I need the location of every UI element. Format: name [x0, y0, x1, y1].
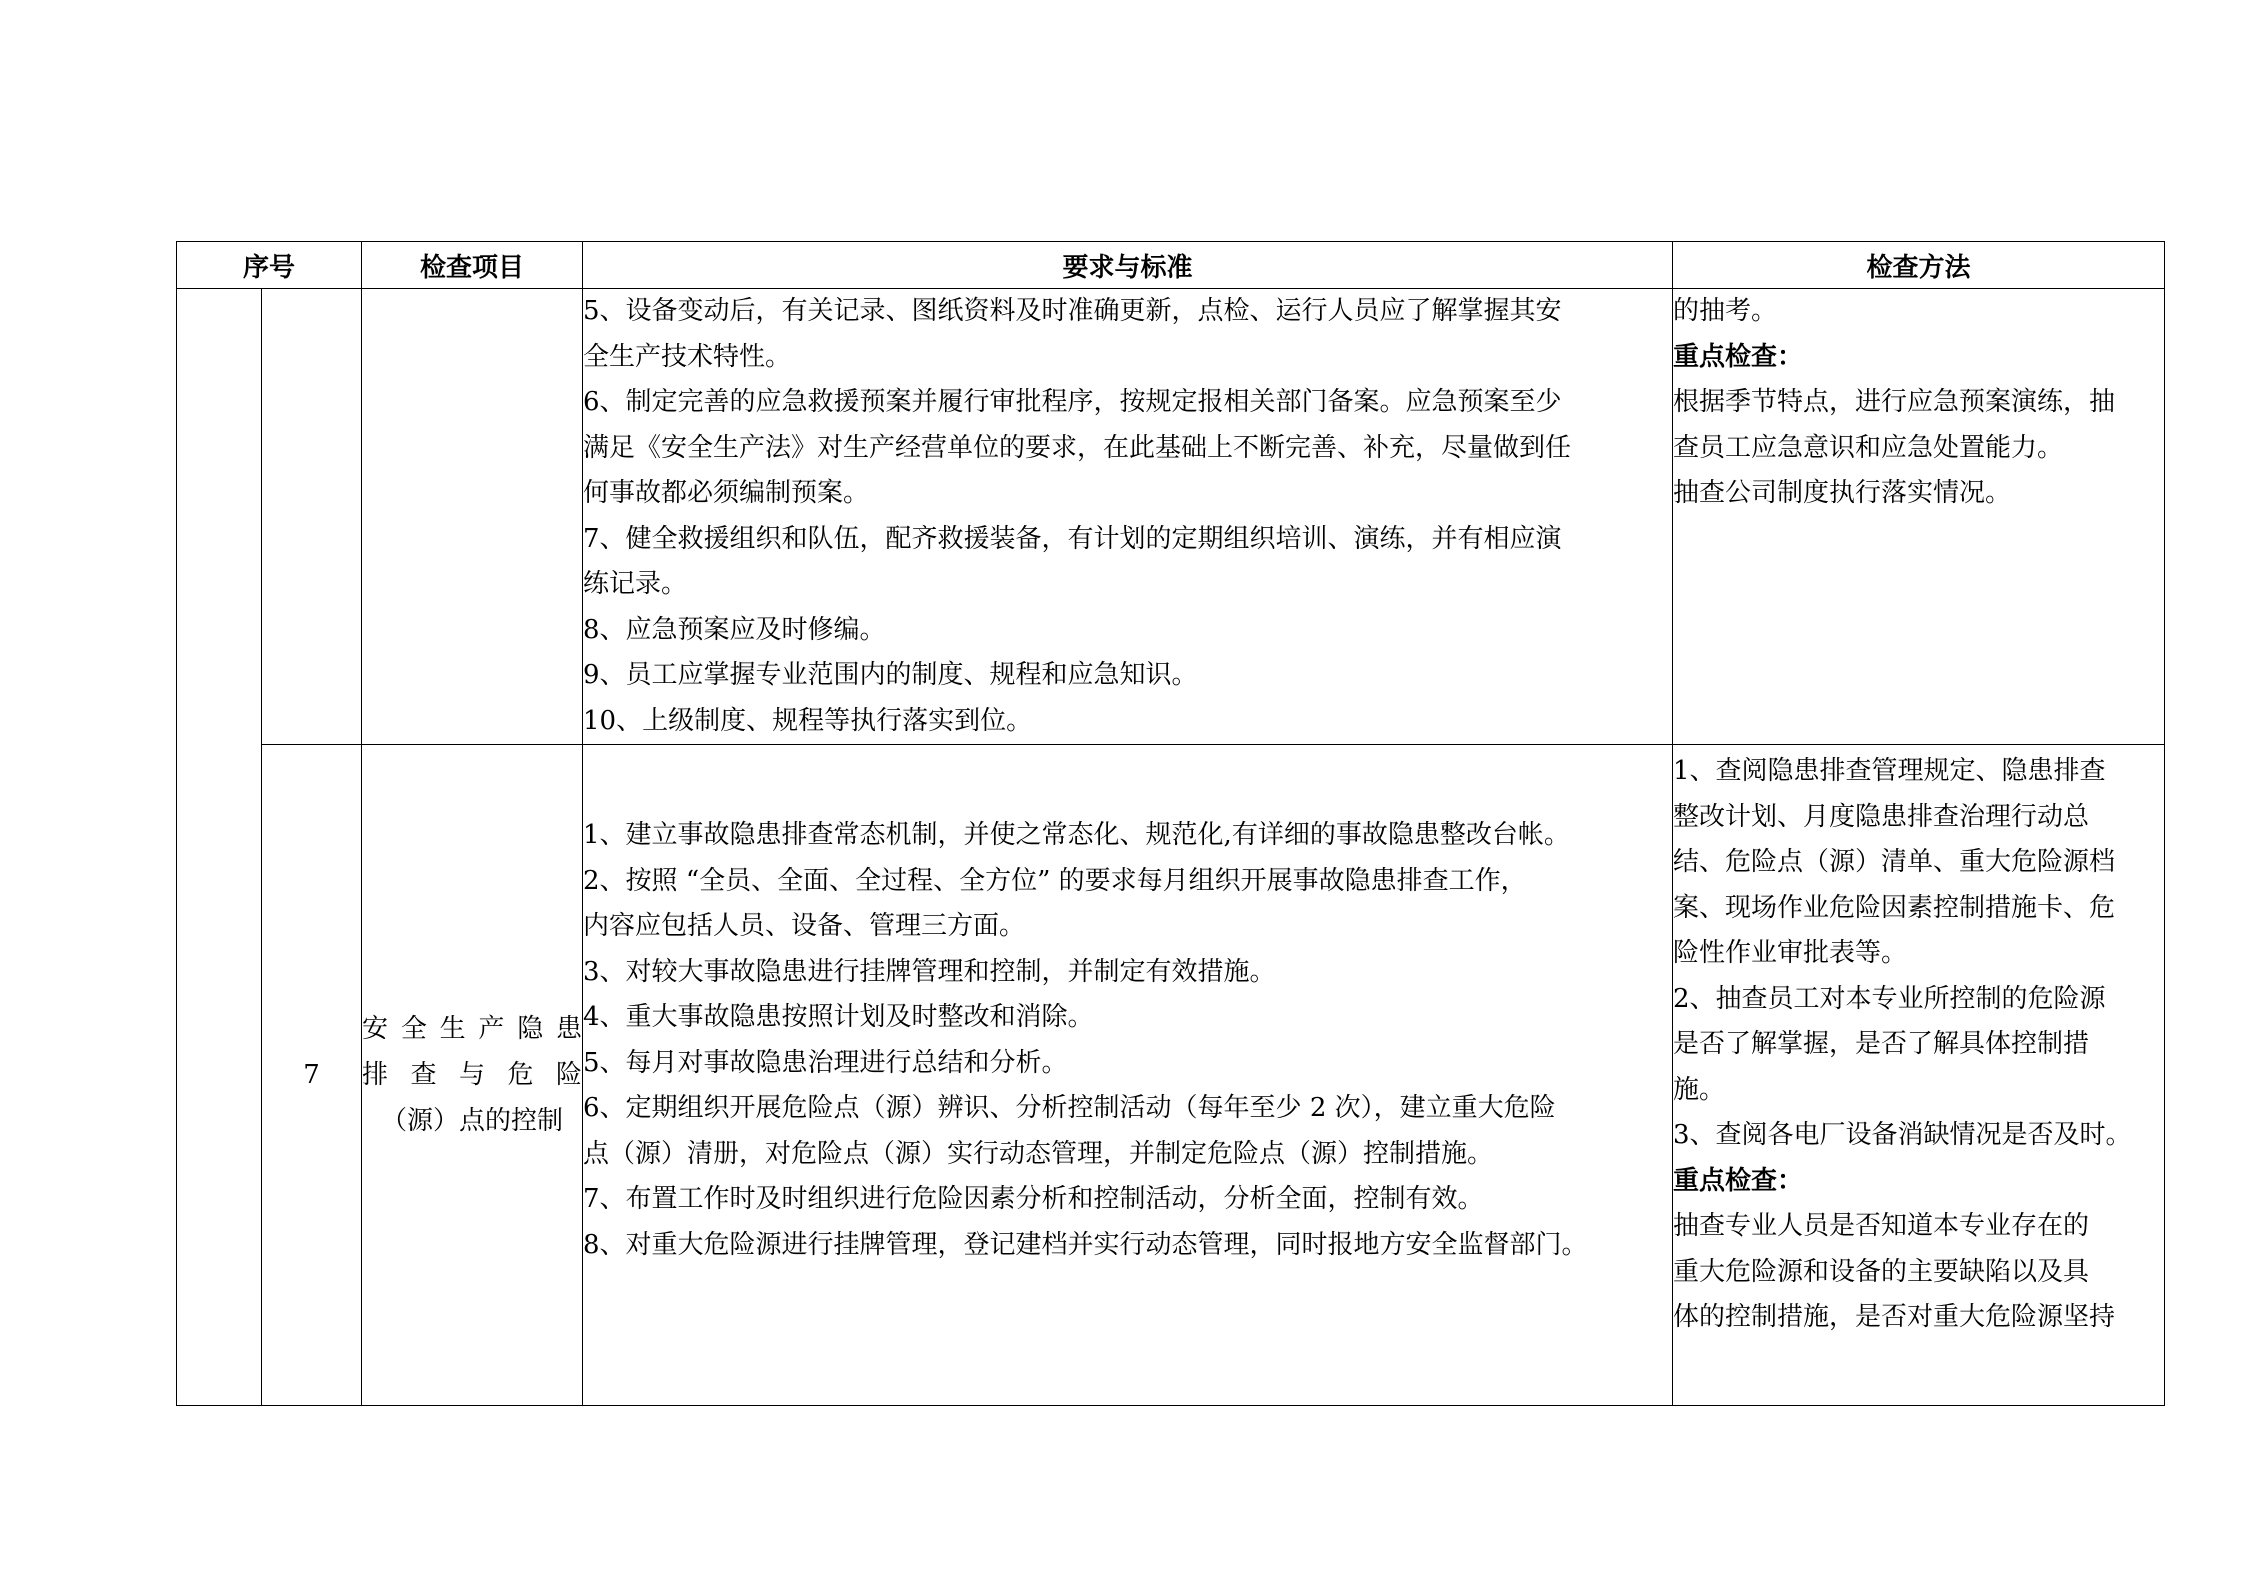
item-line: （源）点的控制 — [381, 1106, 564, 1136]
method-heading: 重点检查： — [1673, 341, 1804, 372]
method-line: 1、查阅隐患排查管理规定、隐患排查 — [1673, 756, 2106, 786]
standard-line: 6、定期组织开展危险点（源）辨识、分析控制活动（每年至少 2 次），建立重大危险 — [583, 1093, 1556, 1123]
standard-line: 何事故都必须编制预案。 — [583, 478, 870, 508]
standard-line: 10、上级制度、规程等执行落实到位。 — [583, 705, 1033, 736]
header-no: 序号 — [177, 242, 362, 289]
method-line: 抽查公司制度执行落实情况。 — [1673, 478, 2012, 508]
standard-line: 全生产技术特性。 — [583, 341, 792, 372]
standard-line: 3、对较大事故隐患进行挂牌管理和控制，并制定有效措施。 — [583, 956, 1276, 987]
method-line: 3、查阅各电厂设备消缺情况是否及时。 — [1673, 1120, 2132, 1150]
header-item: 检查项目 — [362, 242, 583, 289]
table-row — [177, 289, 2165, 745]
standard-line: 8、对重大危险源进行挂牌管理，登记建档并实行动态管理，同时报地方安全监督部门。 — [583, 1229, 1588, 1260]
standard-line: 内容应包括人员、设备、管理三方面。 — [583, 911, 1026, 941]
method-line: 是否了解掌握，是否了解具体控制措 — [1673, 1029, 2090, 1059]
row-method — [1673, 289, 2165, 745]
row-number — [262, 289, 362, 745]
row-item — [362, 289, 583, 745]
header-method: 检查方法 — [1673, 242, 2165, 289]
standard-line: 9、员工应掌握专业范围内的制度、规程和应急知识。 — [583, 660, 1198, 690]
outer-number-cell — [177, 289, 262, 1406]
standard-line: 练记录。 — [583, 569, 688, 599]
header-standard: 要求与标准 — [583, 242, 1673, 289]
inspection-table-page — [176, 241, 2164, 1406]
row-item — [362, 745, 583, 1406]
inspection-table — [176, 241, 2165, 1406]
standard-line: 点（源）清册，对危险点（源）实行动态管理，并制定危险点（源）控制措施。 — [583, 1138, 1494, 1169]
item-line: 安全生产隐患 — [362, 1014, 583, 1044]
method-line: 抽查专业人员是否知道本专业存在的 — [1673, 1211, 2090, 1241]
header-row — [177, 242, 2165, 289]
standard-line: 7、健全救援组织和队伍，配齐救援装备，有计划的定期组织培训、演练，并有相应演 — [583, 523, 1562, 554]
standard-line: 8、应急预案应及时修编。 — [583, 614, 886, 645]
method-line: 体的控制措施，是否对重大危险源坚持 — [1673, 1302, 2116, 1332]
item-line: 排查与危险 — [362, 1060, 583, 1090]
row-standard — [583, 289, 1673, 745]
method-line: 施。 — [1673, 1074, 1726, 1105]
method-line: 险性作业审批表等。 — [1673, 938, 1908, 968]
method-line: 结、危险点（源）清单、重大危险源档 — [1673, 847, 2116, 877]
method-line: 案、现场作业危险因素控制措施卡、危 — [1673, 892, 2116, 923]
standard-line: 满足《安全生产法》对生产经营单位的要求，在此基础上不断完善、补充，尽量做到任 — [583, 432, 1572, 463]
method-line: 的抽考。 — [1673, 296, 1778, 326]
method-line: 查员工应急意识和应急处置能力。 — [1673, 432, 2064, 463]
standard-line: 4、重大事故隐患按照计划及时整改和消除。 — [583, 1002, 1094, 1032]
standard-line: 6、制定完善的应急救援预案并履行审批程序，按规定报相关部门备案。应急预案至少 — [583, 387, 1562, 417]
method-line: 2、抽查员工对本专业所控制的危险源 — [1673, 983, 2106, 1014]
standard-line: 1、建立事故隐患排查常态机制，并使之常态化、规范化,有详细的事故隐患整改台帐。 — [583, 820, 1570, 850]
standard-line: 5、每月对事故隐患治理进行总结和分析。 — [583, 1047, 1068, 1078]
method-line: 根据季节特点，进行应急预案演练，抽 — [1673, 387, 2116, 417]
standard-line: 2、按照 “全员、全面、全过程、全方位” 的要求每月组织开展事故隐患排查工作， — [583, 865, 1527, 896]
standard-line: 7、布置工作时及时组织进行危险因素分析和控制活动，分析全面，控制有效。 — [583, 1184, 1484, 1214]
method-line: 重大危险源和设备的主要缺陷以及具 — [1673, 1256, 2090, 1287]
method-heading: 重点检查： — [1673, 1165, 1804, 1196]
row-method — [1673, 745, 2165, 1406]
method-line: 整改计划、月度隐患排查治理行动总 — [1673, 801, 2090, 832]
standard-line: 5、设备变动后，有关记录、图纸资料及时准确更新，点检、运行人员应了解掌握其安 — [583, 296, 1562, 326]
row-number: 7 — [262, 745, 362, 1406]
row-standard — [583, 745, 1673, 1406]
table-row — [177, 745, 2165, 1406]
